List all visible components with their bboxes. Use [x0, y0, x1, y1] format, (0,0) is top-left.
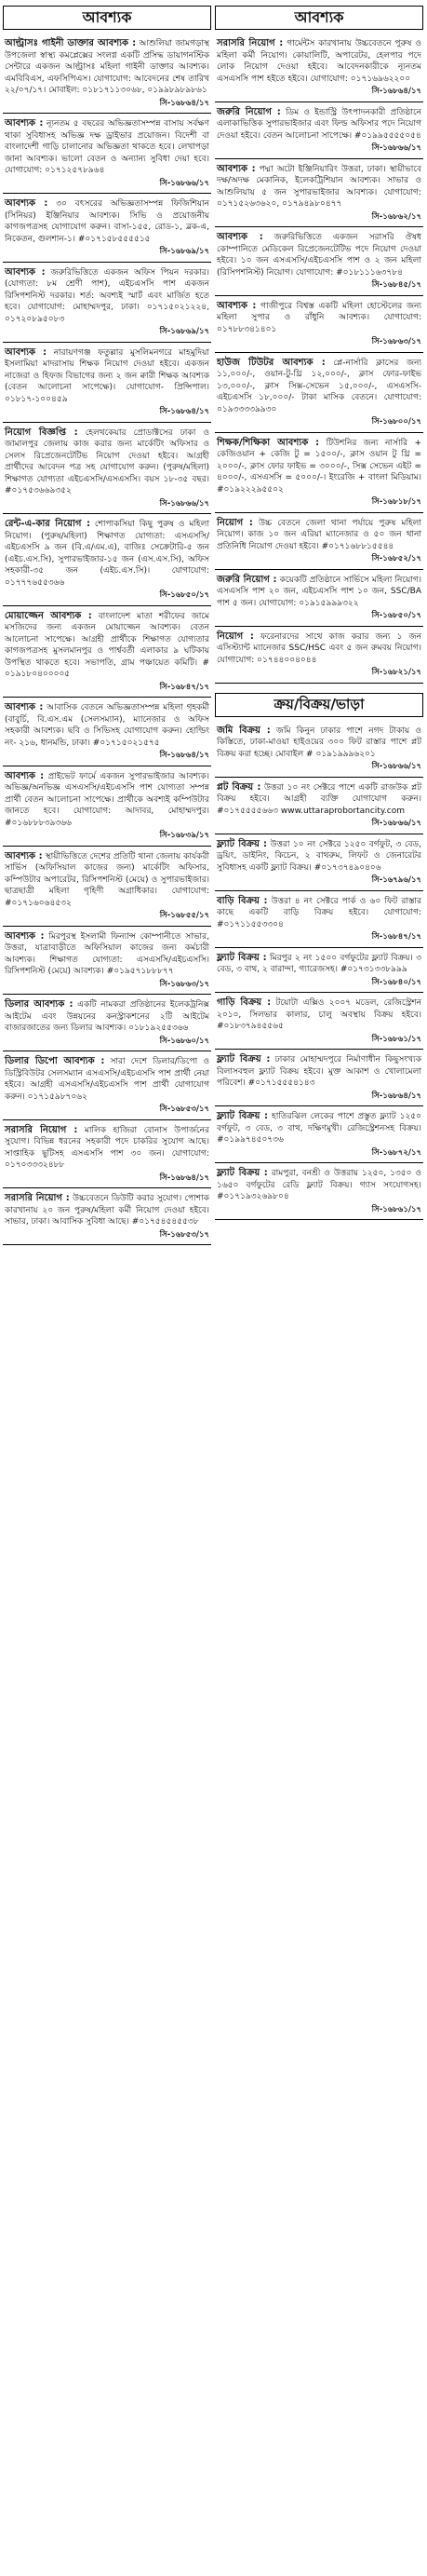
ad-code: সি-১৬৮৬৩/১৭ [159, 979, 209, 989]
ad-text: উত্তরা ৪ নং সেক্টরে পার্ক ও ৬০ ফিট রাস্তার কাছে একটি বাড়ি বিক্রয় হইবে। যোগাযোগ: #০১৭১১৫৫৩৩০৪ [217, 896, 421, 929]
ad-keyword: আবশ্যক : [5, 118, 44, 129]
ad-text: টিউশনির জন্য নার্সারি + কেজিওয়ান + কেজি টু = ১৫০০/-, ক্লাস ওয়ান টু থ্রি = ২০০০/-, ক্লাস ফোর ফাইভ = ৩০০০/-, সিক্স সেভেন এইট = ৪০০০/-, এসএসসি = ৫০০০/-। ইংরেজি + বাংলা মিডিয়াম। #০১৯২২২৯৫৫০২ [217, 438, 422, 495]
classified-ad [215, 298, 423, 350]
classified-ad [215, 950, 423, 991]
ad-divider [3, 1119, 211, 1120]
ad-keyword: আবশ্যক : [217, 300, 257, 311]
ad-code: সি-১৬৮১৮/১৭ [371, 497, 421, 507]
ad-code: সি-১৬৮৪৫/১৭ [371, 280, 421, 290]
ad-code: সি-১৬৮৩৯/১৭ [159, 831, 209, 840]
ad-text: পদ্মা অটো ইঞ্জিনিয়ারিং উত্তরা, ঢাকা। স্থায়ীভাবে দক্ষ/অদক্ষ মেকানিক, ইলেকট্রিশিয়ান আবশ্যক। সাভার ও আশুলিয়ায় ৫ জন সুপারভাইজার আবশ্যক। যোগাযোগ: ০১৭১৫২৬৩৬২০, ০১৭৯৪৯৮০৪৭৭ [217, 164, 421, 209]
left-column [3, 6, 211, 2570]
classified-ad [215, 723, 423, 775]
ad-text: আশুলিয়া জামগড়াস্থ উপজেলা স্বাস্থ্য কমপ্লেক্সের সংলগ্ন একটি প্রসিদ্ধ ডায়াগনস্টিক সেন্টারে একজন আল্ট্রাসঃ মহিলা গাইনী ডাক্তার আবশ্যক। এমবিবিএস, এফসিপিএস। যোগাযোগ: আবেদনের শেষ তারিখ ২২/০৭/১৭। মোবাইল: ০১৮১৭১১৩০৬৮, ০১৯৯৮৯৮৯৮৬১ [5, 39, 209, 95]
ad-code: সি-১৬৮৫৩/১৭ [159, 1105, 209, 1114]
classified-ad [3, 345, 211, 420]
ad-text: রামপুরা, বনশ্রী ও উত্তরায় ১২৫০, ১৩৫০ ও ১৬৫০ বর্গফুটের রেডি ফ্ল্যাট বিক্রয়। গ্যাস সংযোগসহ। #০১৭১৯৩২৬৯৮০৪ [217, 1169, 421, 1201]
ad-divider [3, 846, 211, 847]
ad-code: সি-১৬৮৬০/১৭ [159, 1036, 209, 1046]
ad-text: হেলথকেয়ার প্রোডাক্টসের ঢাকা ও জামালপুর জেলায় কাজ করার জন্য মার্কেটিং অফিসার ও সেলস রিপ্রেজেনটেটিভ নিয়োগ দেওয়া হইবে। আগ্রহী প্রার্থীদের আবেদন পত্র সহ যোগাযোগ করুন। (পুরুষ/মহিলা) শিক্ষাগত যোগ্যতা এইচএসসি/এসএসসি। বয়স ১৮-৩৫ বছর। #০১৭৫৩৬৬৯৩৫২ [5, 427, 209, 495]
ad-keyword: নিয়োগ বিজ্ঞপ্তি : [5, 427, 78, 438]
ad-keyword: ডিলার ডিপো আবশ্যক : [5, 1056, 105, 1066]
ad-keyword: ফ্ল্যাট বিক্রয় : [217, 1054, 271, 1064]
ad-text: জরুরিভিত্তিতে একজন সরাসরি ঔষধ কোম্পানিতে মেডিকেল রিপ্রেজেনটেটিভ পদে নিয়োগ দেওয়া হইবে। ১০ জন এসএসসি/এইচএসসি পাশ ও ২ জন মহিলা (রিসিপশনিস্ট) নিয়োগ। যোগাযোগ: #০১৮১১১৬৩৭৮৪ [217, 233, 421, 278]
classified-ad [215, 1051, 423, 1104]
ad-keyword: মোয়াজ্জেন আবশ্যক : [5, 610, 92, 621]
classified-ad [215, 104, 423, 156]
ad-text: উত্তরা ১০ নং সেক্টরে পাশে একটি রাজউক প্লট বিক্রয় হইবে। আগ্রহী ব্যক্তি যোগাযোগ করুন। #০১৭৫৫৫৫৬৬৩ www.uttaraprobortancity.com [217, 782, 421, 816]
ad-text: জরুরিভিত্তিতে একজন অফিস পিয়ন দরকার। (যোগ্যতা: ৮ম শ্রেণী পাশ), এইচএসসি পাশ একজন রিসিপশনিস্ট দরকার। শর্ত: অবশ্যই স্মার্ট এবং মার্জিত হতে হবে। যোগাযোগ: মোহাম্মদপুর, ঢাকা। ০১৭১৫০২১২২৪, ০১৭২০৮৯৫০৮৩ [5, 267, 209, 324]
ad-text: ঢাকার মোহাম্মদপুরে নির্মাণাধীন কিছুসংখ্যক বিলাসবহুল ফ্ল্যাট বিক্রয় হইবে। মুক্ত আকাশ ও খোলামেলা পরিবেশ। #০১৭১৫৫৫৪১৪৩ [217, 1055, 421, 1088]
ad-keyword: প্লট বিক্রয় : [217, 781, 261, 793]
ad-text: গার্মেন্টস কারখানায় উচ্চবেতনে পুরুষ ও মহিলা কর্মী নিয়োগ। কোয়ালিটি, অপারেটর, হেলপার পদে লোক নিয়োগ দেওয়া হইবে। আবেদনকারীকে ন্যূনতম এসএসসি পাশ হইতে হইবে। যোগাযোগ: ০১৭১৬৯৬২২০০ [217, 39, 421, 84]
ad-text: বাংলাদেশ মাতা শরীফের জামে মসজিদের জন্য একজন মোয়াজ্জেন আবশ্যক। বেতন আলোচনা সাপেক্ষে। আগ্রহী প্রার্থীকে শিক্ষাগত যোগ্যতার কাগজপত্রসহ মুসলমানপুর ও পার্শ্ববর্তী এলাকার ৯ ঘটিকায় উপস্থিত থাকতে হবে। সভাপতি, গ্রাম পঞ্চায়েত কমিটি। # ০১৯১৮০৪০০০০৫ [5, 611, 209, 679]
ad-keyword: নিয়োগ : [217, 630, 254, 642]
ad-code: সি-১৬৮৬৪/১৭ [159, 751, 209, 760]
ad-keyword: বাড়ি বিক্রয় : [217, 895, 268, 906]
classified-ad [215, 893, 423, 945]
ad-divider [215, 295, 423, 296]
ad-code: সি-১৬৮৬৪/১৭ [371, 87, 421, 96]
buy-sell-ad-list [215, 723, 423, 1223]
classified-ad [215, 355, 423, 430]
ad-keyword: জরুরি নিয়োগ : [217, 574, 277, 585]
classified-ad [215, 515, 423, 567]
ad-code: সি-১৬৮৬৬/১৭ [371, 143, 421, 153]
right-section-header: আবশ্যক [215, 6, 423, 30]
ad-text: মিরপুরস্থ ইসলামী ফিন্যান্স কোম্পানীতে সাভার, উত্তরা, যাত্রাবাড়ীতে অফিসিয়াল কাজের জন্য কর্মচারী আবশ্যক। শিক্ষাগত যোগ্যতা: এসএসসি/এইচএসসি। রিসিপশনিস্ট (মেয়ে) আবশ্যক। #০১৯৫৭১৮৮৮৭৭ [5, 931, 209, 976]
ad-keyword: রেন্ট-এ-কার নিয়োগ : [5, 519, 90, 529]
ad-text: হাতিরঝিল লেকের পাশে প্রস্তুত ফ্ল্যাট ১২৫০ বর্গফুট, ৩ বেড, ৩ বাথ, দক্ষিণমুখী। রেজিস্ট্রেশনসহ বিক্রয়। #০১৯৯৭৪৫০৭৩৬ [217, 1112, 421, 1145]
ad-text: প্লে-নার্সারি ক্লাসের জন্য ১১,০০০/-, ওয়ান-টু-থ্রি ১২,০০০/-, ক্লাস ফোর-ফাইভ ১৩,০০০/-, ক্লাস সিক্স-সেভেন ১৫,০০০/-, এসএসসি-এইচএসসি ১৮,০০০/- টাকা মাসিক বেতনে। যোগাযোগ: ০১৯৩৩৩৩৯৯৩০ [217, 358, 421, 414]
ad-code: সি-১৬৮৪৭/১৭ [371, 932, 421, 942]
ad-keyword: ডিলার আবশ্যক : [5, 999, 73, 1010]
classified-ad [215, 629, 423, 681]
classified-ad [215, 1108, 423, 1160]
classified-ad [3, 35, 211, 111]
classified-ad [3, 768, 211, 844]
ad-code: সি-১৬৮৪০/১৭ [371, 977, 421, 987]
ad-keyword: হাউজ টিউটর আবশ্যক : [217, 357, 326, 368]
ad-divider [3, 994, 211, 995]
ad-keyword: সরাসরি নিয়োগ : [217, 38, 284, 48]
classified-ad [215, 995, 423, 1047]
ad-text: আবাসিক বেতনে অভিজ্ঞতাসম্পন্ন মহিলা গৃহকর্মী (বাবুর্চি, বি.এস.এম (সেলসম্যান), ম্যানেজার ও অফিস সহকারী আবশ্যক। ছবি ও সিভিসহ যোগাযোগ করুন। হোল্ডিং নং- ২১৬, ধানমন্ডি, ঢাকা। #০১৭১৫০২১৫৭৫ [5, 703, 209, 748]
ad-divider [215, 1162, 423, 1163]
ad-code: সি-১৬৭৯৬/১৭ [371, 875, 421, 885]
classified-ad [3, 1122, 211, 1186]
ad-keyword: সরাসরি নিয়োগ : [5, 1193, 70, 1203]
ad-code: সি-১৬৮৬৯/১৭ [159, 247, 209, 256]
ad-keyword: সরাসরি নিয়োগ : [5, 1124, 78, 1135]
ad-divider [3, 342, 211, 343]
ad-code: সি-১৬৮৫২/১৭ [371, 554, 421, 563]
ad-text: মিরপুর ২ নং ১৫০০ বর্গফুটের ফ্ল্যাট বিক্রয়। ৩ বেড, ৩ বাথ, ২ বারান্দা, গ্যারেজসহ। #০১৭৩১৩৩৮৯৯৯ [217, 953, 421, 974]
ad-code: সি-১৬৮৬৬/১৭ [371, 819, 421, 828]
ad-divider [215, 947, 423, 948]
ad-text: টয়োটা এক্সিও ২০০৭ মডেল, রেজিস্ট্রেশন ২০১০, সিলভার কালার, চালু অবস্থায় বিক্রয় হইবে। #০১৮৩৭৯৪৫৫৬৫ [217, 998, 421, 1031]
ad-divider [215, 1049, 423, 1050]
classified-ad [3, 1190, 211, 1242]
ad-text: উচ্চবেতনে ডিউটি করার সুযোগ। পোশাক কারখানায় ২০ জন পুরুষ/মহিলা কর্মী নিয়োগ দেওয়া হইবে। সাভার, ঢাকা। আবাসিক সুবিধা আছে। #০১৭৫৪৫৪৫৫৩৮ [5, 1194, 209, 1227]
ad-code: সি-১৬৮৬৪/১৭ [159, 98, 209, 108]
ad-divider [215, 626, 423, 627]
ad-keyword: নিয়োগ : [217, 517, 253, 528]
ad-code: সি-১৬৮৭২/১৭ [371, 1147, 421, 1158]
ad-keyword: ফ্ল্যাট বিক্রয় : [217, 1168, 268, 1178]
ad-divider [3, 605, 211, 606]
ad-code: সি-১৬৮৬৪/১৭ [159, 407, 209, 416]
ad-keyword: জমি বিক্রয় : [217, 725, 271, 736]
ad-divider [215, 1105, 423, 1106]
ad-divider [3, 422, 211, 423]
ad-text: উচ্চ বেতনে জেলা থানা পর্যায়ে পুরুষ মহিলা নিয়োগ। কাজ ১০ জন এরিয়া ম্যানেজার ও ৫০ জন থানা প্রতিনিধি নিয়োগ দেওয়া হইবে। #০১৭১৬৮৮১৫৫৪৪ [217, 518, 421, 551]
ad-divider [3, 926, 211, 927]
ad-text: উত্তরা ১০ নং সেক্টরে ১২৫০ বর্গফুট, ৩ বেড, ড্রয়িং, ডাইনিং, কিচেন, ২ বাথরুম, লিফট ও জেনারেটর সুবিধাসহ একটি ফ্ল্যাট বিক্রয়। #০১৭৩৭৪৯০৪০৬ [217, 839, 421, 873]
ad-keyword: আবশ্যক : [5, 346, 47, 358]
ad-divider [215, 432, 423, 433]
ad-keyword: আবশ্যক : [217, 163, 256, 174]
ad-divider [215, 226, 423, 227]
ad-divider [3, 113, 211, 114]
ad-code: সি-১৬৮৬৬/১৭ [371, 762, 421, 771]
ad-text: নারায়ণগঞ্জ ফতুল্লার মুসলিমনগরে মাহমুদিয়া ইসলামিয়া মাদরাসায় শিক্ষক নিয়োগ দেওয়া হইবে। একজন নাজেরা ও হিফজ বিভাগের জন্য ২ জন ক্বারী শিক্ষক আবশ্যক (বেতন আলোচনা সাপেক্ষে)। যোগাযোগ- প্রিন্সিপাল। ০১৮১৭-১০০৪৫৯ [5, 347, 209, 404]
ad-code: সি-১৬৮৬৬/১৭ [159, 498, 209, 508]
ad-code: সি-১৬৮৬৩/১৭ [371, 337, 421, 346]
ad-keyword: আবশ্যক : [5, 702, 44, 712]
classified-ad [215, 572, 423, 624]
ad-divider [215, 992, 423, 993]
ad-code: সি-১৬৮৫০/১৭ [371, 611, 421, 620]
ad-keyword: গাড়ি বিক্রয় : [217, 997, 272, 1008]
ad-text: সারা দেশে ডিলার/ডিপো ও ডিস্ট্রিবিউটর সেলসম্যান এসএসসি/এইচএসসি পাশ প্রার্থী নেয়া হইবে। আগ্রহী এসএসসি/এইচএসসি পাশ প্রার্থী যোগাযোগ করুন। ০১৭১৫৯৮৭০৬২ [5, 1057, 209, 1102]
ad-divider [215, 777, 423, 778]
ad-divider [3, 262, 211, 263]
classified-ad [215, 780, 423, 832]
right-column [215, 6, 423, 2570]
ad-text: প্রাইভেট ফার্মে একজন সুপারভাইজার আবশ্যক। অভিজ্ঞ/অনভিজ্ঞ এসএসসি/এইচএসসি পাশ যোগ্যতা সম্পন্ন প্রার্থী বেতন আলোচনা সাপেক্ষে। প্রার্থীকে অবশ্যই কম্পিউটার জানতে হবে। যোগাযোগ: আদাবর, মোহাম্মদপুর। #০১৬৮৮৮৩৯৩৬৬ [5, 771, 209, 828]
ad-divider [3, 697, 211, 698]
classified-ad [215, 229, 423, 293]
ad-divider [3, 1187, 211, 1188]
ad-divider [215, 512, 423, 513]
ad-code: সি-১৬৮০০/১৭ [371, 417, 421, 427]
ad-keyword: আবশ্যক : [5, 198, 48, 209]
classified-ad [3, 608, 211, 696]
ad-keyword: জরুরি নিয়োগ : [217, 106, 281, 117]
ad-divider [215, 352, 423, 353]
ad-code: সি-১৬৮৬৪/১৭ [371, 1091, 421, 1101]
ad-keyword: ফ্ল্যাট বিক্রয় : [217, 838, 267, 849]
classified-ad [3, 115, 211, 191]
classified-ad [3, 699, 211, 764]
ad-code: সি-১৬৮৫৩/১৭ [159, 1229, 209, 1240]
ad-text: ন্যূনতম ৫ বছরের অভিজ্ঞতাসম্পন্ন বাসায় সর্বক্ষণ থাকা সুবিধাসহ অভিজ্ঞ দক্ষ ড্রাইভার প্রয়োজন। বিদেশী বা বাংলাদেশী গাড়ি চালানোর অভিজ্ঞতা থাকতে হবে। লেখাপড়া জানা আবশ্যক। ভালো বেতন ও অন্যান্য সুবিধা দেয়া হবে। যোগাযোগ: ০১৭১২৫৭৮৯৬৪ [5, 119, 209, 175]
ad-keyword: ফ্ল্যাট বিক্রয় : [217, 952, 267, 963]
classified-ad [3, 997, 211, 1049]
ad-divider [215, 158, 423, 159]
ad-code: সি-১৬৮৫০/১৭ [159, 590, 209, 600]
classified-ad [215, 35, 423, 100]
classified-ad [3, 264, 211, 340]
classified-ad [3, 516, 211, 603]
classified-ad [3, 425, 211, 512]
ad-code: সি-১৬৮৬১/১৭ [371, 1034, 421, 1044]
ad-text: ডিম ও ইন্ডাস্ট্রি উৎপাদনকারী প্রতিষ্ঠানে এলাকাভিত্তিক সুপারভাইজার এবং ফিল্ড অফিসার পদে নিয়োগ দেওয়া হইবে। বেতন আলোচনা সাপেক্ষে। #০১৯৯৫৫৫৫০৫৪ [217, 107, 421, 141]
left-ad-list [3, 35, 211, 1247]
right-ad-list [215, 35, 423, 685]
ad-divider [3, 193, 211, 194]
ad-code: সি-১৬৮৬৪/১৭ [159, 1173, 209, 1183]
ad-keyword: ফ্ল্যাট বিক্রয় : [217, 1111, 268, 1121]
ad-divider [215, 569, 423, 570]
ad-code: সি-১৬৮৬৬/১৭ [159, 178, 209, 188]
ad-text: শোপাকসিয়া কিছু পুরুষ ও মহিলা নিয়োগ। (পুরুষ/মহিলা) শিক্ষাগত যোগ্যতা: এসএসসি/এইচএসসি ৯ জন (বি.এ/এম.এ), বাজিঃ সেক্রেটারি-৫ জন (এইচ.এস.সি), সুপারভাইজার-১৫ জন (এস.এস.সি), অফিস সহকারী-৩৫ জন (এইচ.এস.সি)। যোগাযোগ: ০১৭৭৭৬৫৫৩৬৬ [5, 520, 209, 588]
ad-divider [3, 1244, 211, 1245]
ad-text: গাজীপুরে বিশ্বস্ত একটি মহিলা হোস্টেলের জন্য মহিলা সুপার ও রাঁধুনি আবশ্যক। যোগাযোগ: ০১৭৮৮৩৪১৪০১ [217, 301, 421, 334]
ad-keyword: আবশ্যক : [5, 930, 45, 942]
ad-text: স্থায়ীভিত্তিতে দেশের প্রতিটি থানা জেলায় কার্যকরী সার্ভিস (অফিসিয়াল কাজের জন্য) মার্কেটিং অফিসার, কম্পিউটার অপারেটর, রিসিপশনিস্ট (মেয়ে) ও সুপারভাইজার। ছাত্রছাত্রী মহিলা গৃহিণী অগ্রাধিকার। যোগাযোগ: #০১৭১৬০৬৪৫৩২ [5, 851, 209, 908]
classified-ad [215, 161, 423, 225]
classified-ad [3, 929, 211, 993]
ad-keyword: আবশ্যক : [5, 850, 43, 861]
classified-ad [3, 1053, 211, 1118]
classified-ad [215, 836, 423, 888]
ad-keyword: আল্ট্রাসঃ গাইনী ডাক্তার আবশ্যক : [5, 38, 137, 48]
buy-sell-rent-header: ক্রয়/বিক্রয়/ভাড়া [215, 693, 423, 717]
classified-ad [3, 196, 211, 260]
left-section-header: আবশ্যক [3, 6, 211, 30]
classified-ad [3, 848, 211, 924]
ad-code: সি-১৬৮২১/১৭ [371, 668, 421, 677]
ad-code: সি-১৬৮৬২/১৭ [371, 211, 421, 222]
classified-ad [215, 1165, 423, 1217]
ad-text: ফরেনারদের সাথে কাজ করার জন্য ১ জন এসিস্ট্যান্ট ম্যানেজার SSC/HSC এবং ৫ জন রুমবয় নিয়োগ। যোগাযোগ: ০১৭৪৪০০৪০৪৪ [217, 631, 421, 665]
ad-text: জমি কিনুন ঢাকার পাশে নগদ টাকায় ও কিস্তিতে, ঢাকা-মাওয়া হাইওয়ের ৩০০ ফিট রাস্তার পাশে প্লট বিক্রয় করা হচ্ছে। মোবাইল # ০১৯১৯৯৯৬২০১ [217, 725, 421, 759]
ad-text: মালিক হাজিরা বোনাস উপার্জনের সুযোগ। বিভিন্ন ধরনের সহকারী পদে চাকরির সুযোগ আছে। সাপ্তাহিক ছুটিসহ এসএসসি পাশ ৩০ জন। যোগাযোগ: ০১৭০৩৩৩২৪৮৮ [5, 1125, 209, 1170]
ad-text: একটি নামকরা প্রতিষ্ঠানের ইলেকট্রনিক্স আইটেম এবং উন্নয়নের কনস্ট্রাকশনের ২টি আইটেম বাজারজাতের জন্য ডিলার আবশ্যক। ০১৮১৯২৫৫৩৬৬ [5, 1000, 209, 1033]
ad-divider [215, 890, 423, 891]
ad-divider [215, 1219, 423, 1220]
ad-keyword: আবশ্যক : [5, 770, 45, 781]
ad-code: সি-১৬৮৬৯/১৭ [159, 327, 209, 336]
ad-code: সি-১৬৮৪৭/১৭ [159, 682, 209, 692]
ad-divider [3, 513, 211, 514]
ad-keyword: শিক্ষক/শিক্ষিকা আবশ্যক : [217, 437, 320, 448]
ad-text: কয়েকটি প্রতিষ্ঠানে সার্ভিসে মহিলা নিয়োগ। এসএসসি পাশ ২০ জন, এইচএসসি পাশ ১০ জন, SSC/BA পাশ ৫ জন। যোগাযোগ: ০১৯১৫৯৯৯৩২২ [217, 575, 421, 608]
ad-keyword: আবশ্যক : [5, 266, 46, 278]
classified-ad [215, 435, 423, 510]
ad-divider [215, 683, 423, 684]
ad-keyword: আবশ্যক : [217, 232, 263, 242]
ad-code: সি-১৬৮৬১/১৭ [371, 1204, 421, 1214]
ad-text: ৩০ বৎসরের অভিজ্ঞতাসম্পন্ন ফিজিশিয়ান (সিনিয়র) ইঞ্জিনিয়ার আবশ্যক। সিভি ও প্রয়োজনীয় কাগজপত্রসহ যোগাযোগ করুন। বাসা-১৫৫, রোড-১, ব্লক-এ, নিকেতন, গুলশান-১। #০১৭১৫৮৫৫৫৫১৫ [5, 199, 209, 244]
ad-code: সি-১৬৮৫৫/১৭ [159, 911, 209, 920]
